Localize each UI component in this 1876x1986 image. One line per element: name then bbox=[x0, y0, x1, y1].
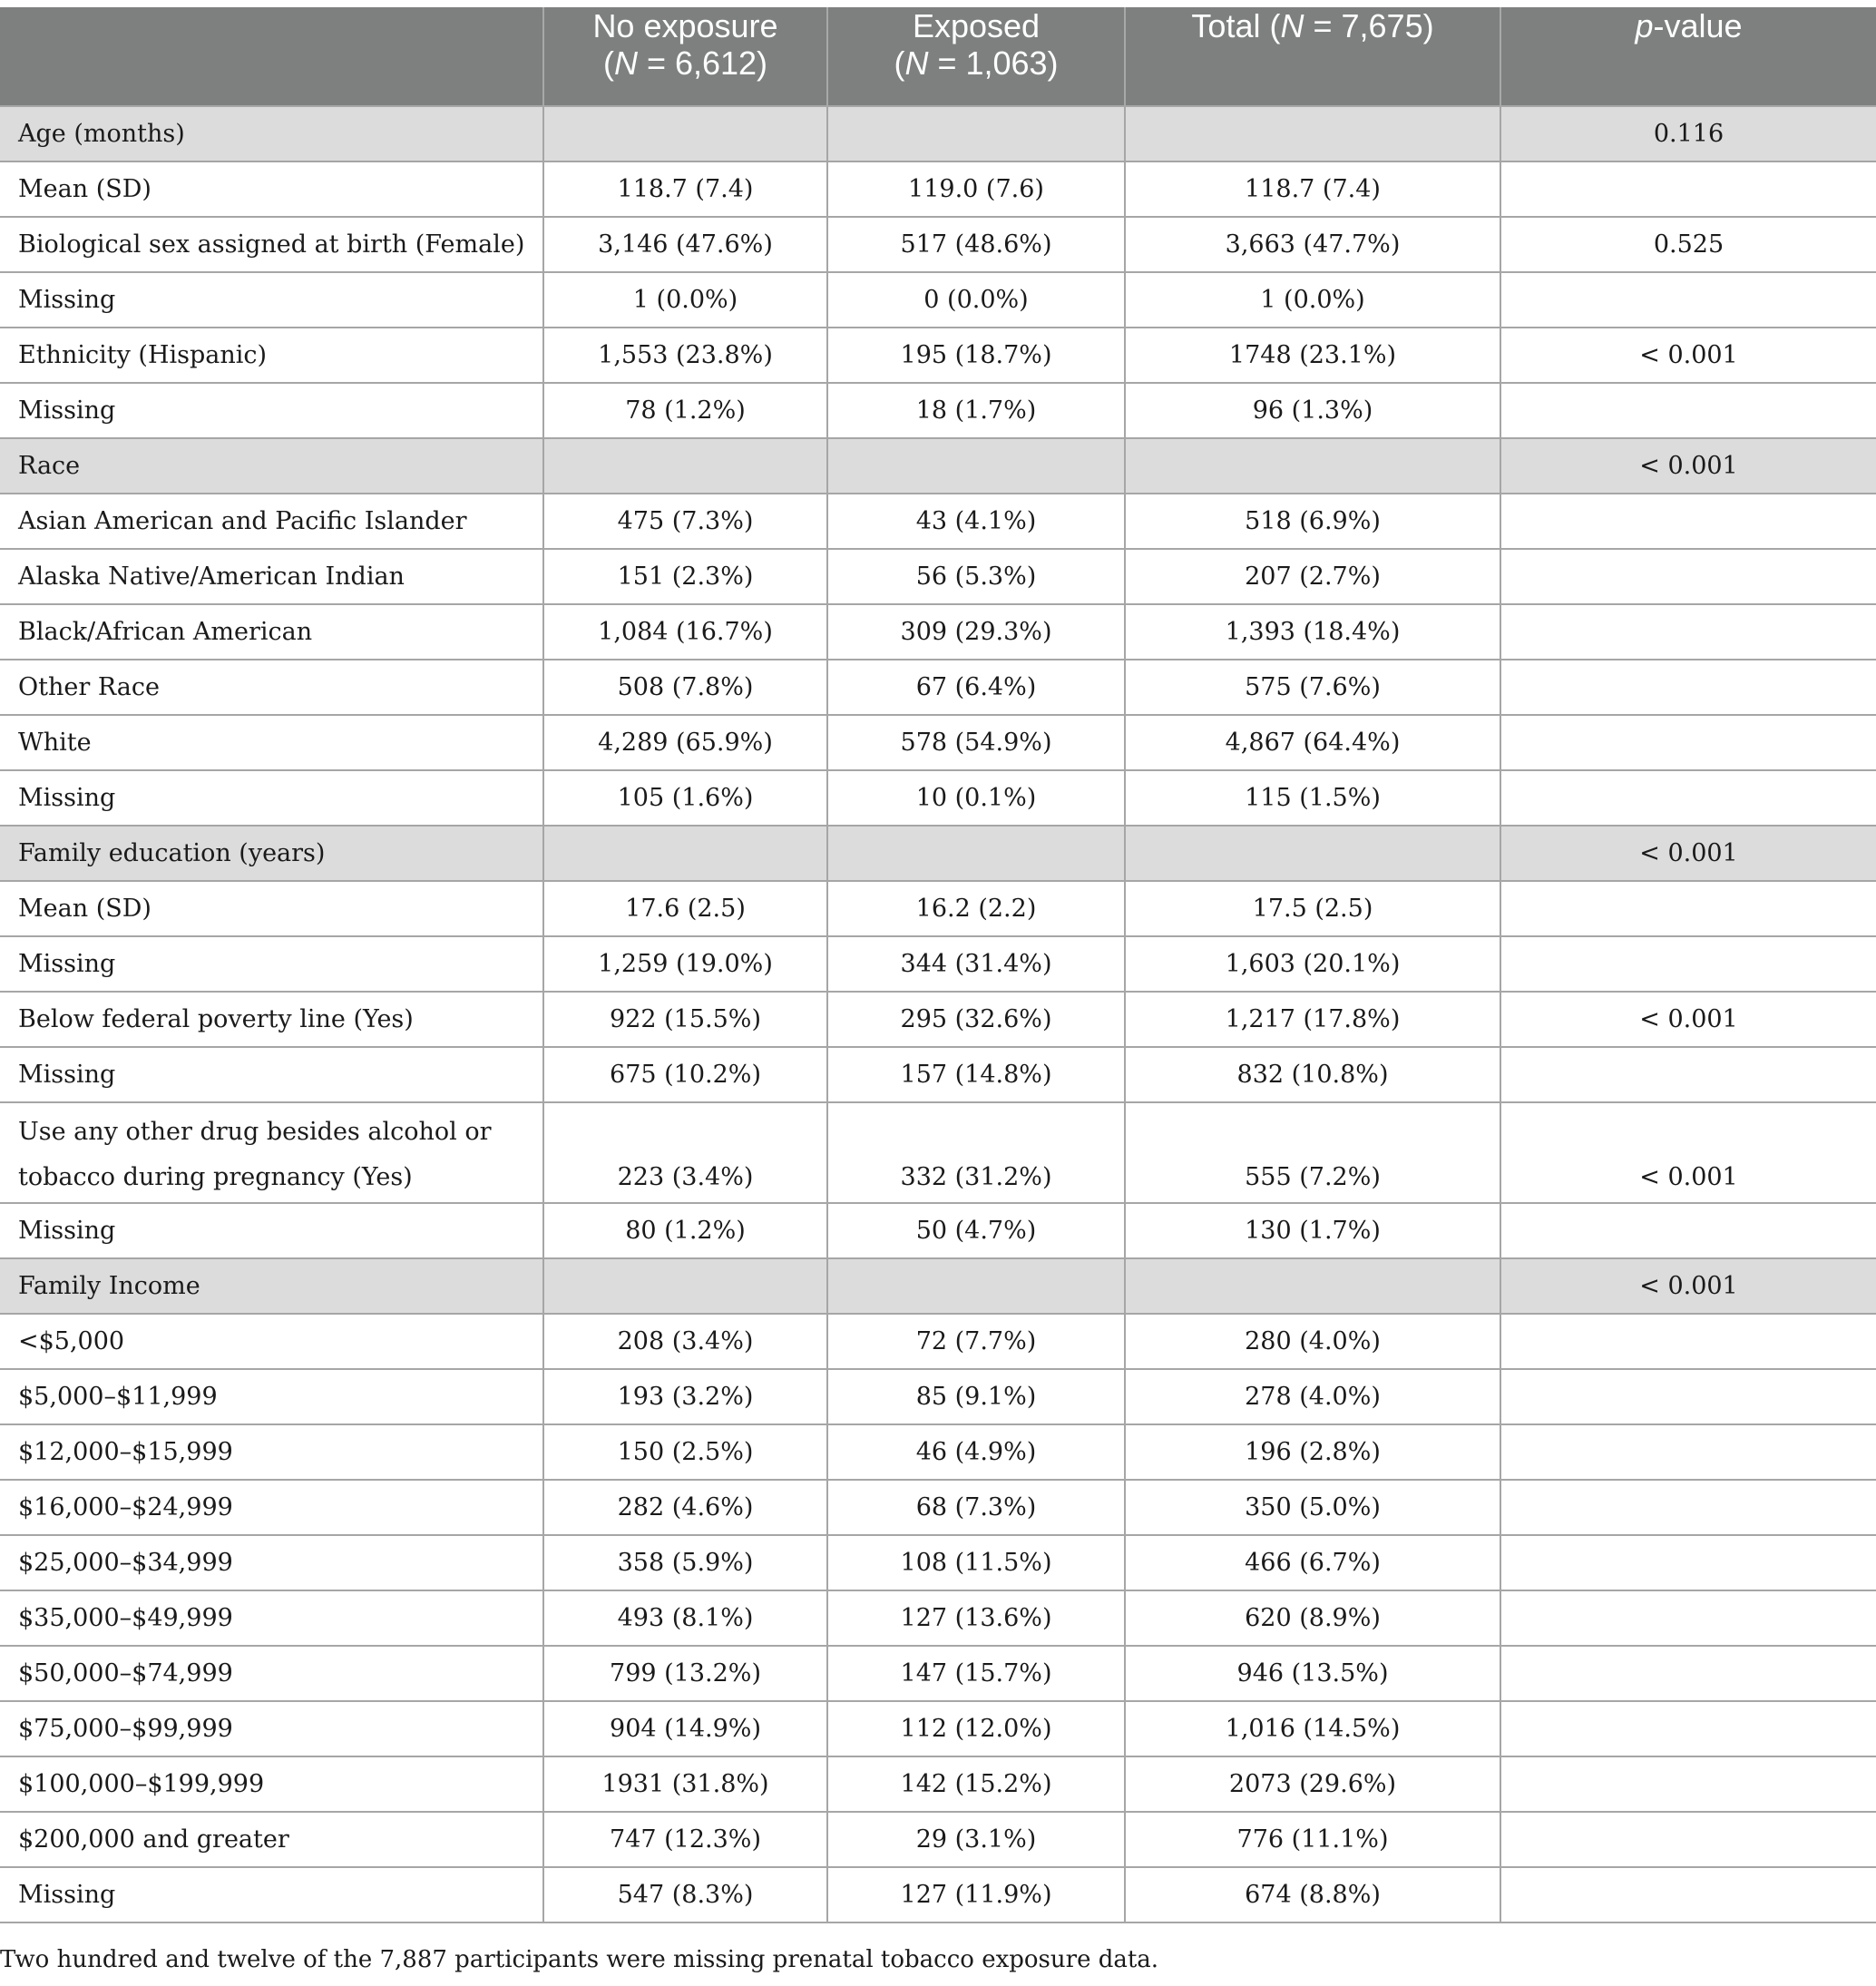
p-value-cell bbox=[1500, 1867, 1876, 1922]
p-value-cell bbox=[1500, 660, 1876, 715]
total-cell: 1748 (23.1%) bbox=[1125, 328, 1500, 383]
p-value-cell bbox=[1500, 1590, 1876, 1646]
section-row bbox=[0, 1258, 1876, 1314]
table-row bbox=[0, 1102, 1876, 1203]
table-row bbox=[0, 1424, 1876, 1480]
total-cell: 278 (4.0%) bbox=[1125, 1369, 1500, 1424]
no-exposure-cell: 78 (1.2%) bbox=[543, 383, 827, 438]
p-value-cell bbox=[1500, 715, 1876, 770]
total-cell bbox=[1125, 826, 1500, 881]
row-label-cell: Mean (SD) bbox=[0, 881, 543, 936]
total-cell: 118.7 (7.4) bbox=[1125, 161, 1500, 217]
p-value-cell bbox=[1500, 1424, 1876, 1480]
no-exposure-cell: 151 (2.3%) bbox=[543, 549, 827, 604]
exposed-cell: 85 (9.1%) bbox=[827, 1369, 1125, 1424]
table-row bbox=[0, 770, 1876, 826]
total-cell: 832 (10.8%) bbox=[1125, 1047, 1500, 1102]
row-label-cell: Missing bbox=[0, 936, 543, 992]
table-row bbox=[0, 272, 1876, 328]
total-cell: 2073 (29.6%) bbox=[1125, 1756, 1500, 1812]
p-value-cell: < 0.001 bbox=[1500, 328, 1876, 383]
header-p-value: p-value bbox=[1500, 7, 1876, 106]
total-cell: 280 (4.0%) bbox=[1125, 1314, 1500, 1369]
row-label-cell: $25,000–$34,999 bbox=[0, 1535, 543, 1590]
demographics-table bbox=[0, 7, 1876, 1923]
row-label-cell: Missing bbox=[0, 383, 543, 438]
table-row bbox=[0, 1369, 1876, 1424]
section-row bbox=[0, 106, 1876, 161]
exposed-cell: 142 (15.2%) bbox=[827, 1756, 1125, 1812]
header-exposed-title: Exposed bbox=[912, 7, 1041, 44]
table-row bbox=[0, 1756, 1876, 1812]
row-label-cell: Family Income bbox=[0, 1258, 543, 1314]
section-row bbox=[0, 826, 1876, 881]
no-exposure-cell: 282 (4.6%) bbox=[543, 1480, 827, 1535]
table-body bbox=[0, 106, 1876, 1922]
row-label-cell: $200,000 and greater bbox=[0, 1812, 543, 1867]
total-cell: 207 (2.7%) bbox=[1125, 549, 1500, 604]
p-value-cell bbox=[1500, 1047, 1876, 1102]
total-cell: 96 (1.3%) bbox=[1125, 383, 1500, 438]
table-row bbox=[0, 992, 1876, 1047]
no-exposure-cell bbox=[543, 826, 827, 881]
no-exposure-cell: 1931 (31.8%) bbox=[543, 1756, 827, 1812]
row-label-cell: Other Race bbox=[0, 660, 543, 715]
row-label-cell: Black/African American bbox=[0, 604, 543, 660]
header-total: Total (N = 7,675) bbox=[1125, 7, 1500, 106]
row-label-cell: <$5,000 bbox=[0, 1314, 543, 1369]
no-exposure-cell: 493 (8.1%) bbox=[543, 1590, 827, 1646]
total-cell bbox=[1125, 438, 1500, 494]
total-cell: 555 (7.2%) bbox=[1125, 1102, 1500, 1203]
no-exposure-cell: 747 (12.3%) bbox=[543, 1812, 827, 1867]
p-value-cell bbox=[1500, 1646, 1876, 1701]
row-label-cell: Ethnicity (Hispanic) bbox=[0, 328, 543, 383]
p-value-cell bbox=[1500, 549, 1876, 604]
exposed-cell: 112 (12.0%) bbox=[827, 1701, 1125, 1756]
total-cell: 350 (5.0%) bbox=[1125, 1480, 1500, 1535]
total-cell: 1,603 (20.1%) bbox=[1125, 936, 1500, 992]
total-cell: 1,016 (14.5%) bbox=[1125, 1701, 1500, 1756]
table-row bbox=[0, 383, 1876, 438]
no-exposure-cell: 1 (0.0%) bbox=[543, 272, 827, 328]
total-cell: 776 (11.1%) bbox=[1125, 1812, 1500, 1867]
p-value-cell bbox=[1500, 161, 1876, 217]
row-label-cell: Missing bbox=[0, 770, 543, 826]
p-value-cell bbox=[1500, 604, 1876, 660]
row-label-cell: Family education (years) bbox=[0, 826, 543, 881]
exposed-cell: 127 (11.9%) bbox=[827, 1867, 1125, 1922]
p-value-cell bbox=[1500, 936, 1876, 992]
total-cell: 674 (8.8%) bbox=[1125, 1867, 1500, 1922]
row-label-cell: $100,000–$199,999 bbox=[0, 1756, 543, 1812]
total-cell: 17.5 (2.5) bbox=[1125, 881, 1500, 936]
total-cell: 466 (6.7%) bbox=[1125, 1535, 1500, 1590]
row-label-cell: Missing bbox=[0, 1047, 543, 1102]
no-exposure-cell: 118.7 (7.4) bbox=[543, 161, 827, 217]
total-cell: 620 (8.9%) bbox=[1125, 1590, 1500, 1646]
exposed-cell: 18 (1.7%) bbox=[827, 383, 1125, 438]
row-label-cell: Age (months) bbox=[0, 106, 543, 161]
table-row bbox=[0, 217, 1876, 272]
p-value-cell bbox=[1500, 1756, 1876, 1812]
exposed-cell bbox=[827, 438, 1125, 494]
table-row bbox=[0, 494, 1876, 549]
table-row bbox=[0, 1314, 1876, 1369]
p-value-cell bbox=[1500, 1812, 1876, 1867]
exposed-cell: 68 (7.3%) bbox=[827, 1480, 1125, 1535]
row-label-cell: $75,000–$99,999 bbox=[0, 1701, 543, 1756]
exposed-cell: 309 (29.3%) bbox=[827, 604, 1125, 660]
p-value-cell bbox=[1500, 1535, 1876, 1590]
exposed-cell: 127 (13.6%) bbox=[827, 1590, 1125, 1646]
exposed-cell bbox=[827, 1258, 1125, 1314]
table-row bbox=[0, 604, 1876, 660]
total-cell: 946 (13.5%) bbox=[1125, 1646, 1500, 1701]
table-row bbox=[0, 161, 1876, 217]
p-value-cell bbox=[1500, 1369, 1876, 1424]
table-row bbox=[0, 881, 1876, 936]
header-no-exposure-n: (N = 6,612) bbox=[602, 44, 768, 82]
total-cell: 115 (1.5%) bbox=[1125, 770, 1500, 826]
table-row bbox=[0, 936, 1876, 992]
p-value-cell: < 0.001 bbox=[1500, 1102, 1876, 1203]
exposed-cell: 157 (14.8%) bbox=[827, 1047, 1125, 1102]
exposed-cell: 0 (0.0%) bbox=[827, 272, 1125, 328]
header-row bbox=[0, 7, 1876, 106]
row-label-cell: White bbox=[0, 715, 543, 770]
p-value-cell bbox=[1500, 770, 1876, 826]
total-cell: 1,217 (17.8%) bbox=[1125, 992, 1500, 1047]
table-row bbox=[0, 715, 1876, 770]
table-row bbox=[0, 1047, 1876, 1102]
header-exposed bbox=[827, 7, 1125, 106]
exposed-cell: 517 (48.6%) bbox=[827, 217, 1125, 272]
header-no-exposure-title: No exposure bbox=[592, 7, 778, 44]
no-exposure-cell: 223 (3.4%) bbox=[543, 1102, 827, 1203]
exposed-cell: 56 (5.3%) bbox=[827, 549, 1125, 604]
table-row bbox=[0, 1535, 1876, 1590]
p-value-cell: 0.525 bbox=[1500, 217, 1876, 272]
row-label-cell: Missing bbox=[0, 1867, 543, 1922]
exposed-cell bbox=[827, 106, 1125, 161]
section-row bbox=[0, 438, 1876, 494]
table-row bbox=[0, 1480, 1876, 1535]
p-value-cell bbox=[1500, 383, 1876, 438]
exposed-cell: 50 (4.7%) bbox=[827, 1203, 1125, 1258]
total-cell: 130 (1.7%) bbox=[1125, 1203, 1500, 1258]
total-cell bbox=[1125, 106, 1500, 161]
total-cell: 196 (2.8%) bbox=[1125, 1424, 1500, 1480]
row-label-cell: $35,000–$49,999 bbox=[0, 1590, 543, 1646]
row-label-cell: Alaska Native/American Indian bbox=[0, 549, 543, 604]
exposed-cell: 332 (31.2%) bbox=[827, 1102, 1125, 1203]
p-value-cell bbox=[1500, 1203, 1876, 1258]
exposed-cell: 578 (54.9%) bbox=[827, 715, 1125, 770]
p-value-cell: < 0.001 bbox=[1500, 438, 1876, 494]
no-exposure-cell: 904 (14.9%) bbox=[543, 1701, 827, 1756]
row-label-cell: $16,000–$24,999 bbox=[0, 1480, 543, 1535]
no-exposure-cell: 475 (7.3%) bbox=[543, 494, 827, 549]
row-label-cell: Biological sex assigned at birth (Female) bbox=[0, 217, 543, 272]
no-exposure-cell: 1,553 (23.8%) bbox=[543, 328, 827, 383]
p-value-cell bbox=[1500, 272, 1876, 328]
exposed-cell: 46 (4.9%) bbox=[827, 1424, 1125, 1480]
exposed-cell: 16.2 (2.2) bbox=[827, 881, 1125, 936]
no-exposure-cell: 358 (5.9%) bbox=[543, 1535, 827, 1590]
exposed-cell bbox=[827, 826, 1125, 881]
table-row bbox=[0, 1867, 1876, 1922]
header-no-exposure bbox=[543, 7, 827, 106]
row-label-cell: Missing bbox=[0, 1203, 543, 1258]
exposed-cell: 147 (15.7%) bbox=[827, 1646, 1125, 1701]
p-value-cell bbox=[1500, 1480, 1876, 1535]
row-label-cell: Below federal poverty line (Yes) bbox=[0, 992, 543, 1047]
p-value-cell bbox=[1500, 494, 1876, 549]
header-variable bbox=[0, 7, 543, 106]
table-footnote: Two hundred and twelve of the 7,887 participants were missing prenatal tobacco exposure data. bbox=[0, 1946, 1159, 1973]
no-exposure-cell: 547 (8.3%) bbox=[543, 1867, 827, 1922]
p-value-cell bbox=[1500, 881, 1876, 936]
exposed-cell: 72 (7.7%) bbox=[827, 1314, 1125, 1369]
no-exposure-cell: 799 (13.2%) bbox=[543, 1646, 827, 1701]
row-label-cell: $12,000–$15,999 bbox=[0, 1424, 543, 1480]
row-label-cell: Race bbox=[0, 438, 543, 494]
p-value-cell: < 0.001 bbox=[1500, 1258, 1876, 1314]
exposed-cell: 10 (0.1%) bbox=[827, 770, 1125, 826]
no-exposure-cell bbox=[543, 1258, 827, 1314]
total-cell: 1,393 (18.4%) bbox=[1125, 604, 1500, 660]
row-label-cell: Asian American and Pacific Islander bbox=[0, 494, 543, 549]
no-exposure-cell: 150 (2.5%) bbox=[543, 1424, 827, 1480]
table-row bbox=[0, 1646, 1876, 1701]
no-exposure-cell: 193 (3.2%) bbox=[543, 1369, 827, 1424]
no-exposure-cell bbox=[543, 438, 827, 494]
exposed-cell: 67 (6.4%) bbox=[827, 660, 1125, 715]
exposed-cell: 119.0 (7.6) bbox=[827, 161, 1125, 217]
total-cell bbox=[1125, 1258, 1500, 1314]
exposed-cell: 295 (32.6%) bbox=[827, 992, 1125, 1047]
no-exposure-cell: 1,259 (19.0%) bbox=[543, 936, 827, 992]
table-row bbox=[0, 1590, 1876, 1646]
row-label-cell: Missing bbox=[0, 272, 543, 328]
no-exposure-cell: 922 (15.5%) bbox=[543, 992, 827, 1047]
p-value-cell bbox=[1500, 1314, 1876, 1369]
table-row bbox=[0, 1701, 1876, 1756]
table-row bbox=[0, 328, 1876, 383]
no-exposure-cell bbox=[543, 106, 827, 161]
row-label-cell: $5,000–$11,999 bbox=[0, 1369, 543, 1424]
table-row bbox=[0, 1203, 1876, 1258]
total-cell: 1 (0.0%) bbox=[1125, 272, 1500, 328]
no-exposure-cell: 4,289 (65.9%) bbox=[543, 715, 827, 770]
exposed-cell: 344 (31.4%) bbox=[827, 936, 1125, 992]
no-exposure-cell: 675 (10.2%) bbox=[543, 1047, 827, 1102]
no-exposure-cell: 17.6 (2.5) bbox=[543, 881, 827, 936]
exposed-cell: 108 (11.5%) bbox=[827, 1535, 1125, 1590]
exposed-cell: 195 (18.7%) bbox=[827, 328, 1125, 383]
table-row bbox=[0, 660, 1876, 715]
no-exposure-cell: 208 (3.4%) bbox=[543, 1314, 827, 1369]
no-exposure-cell: 1,084 (16.7%) bbox=[543, 604, 827, 660]
row-label-cell: Use any other drug besides alcohol or tobacco during pregnancy (Yes) bbox=[0, 1102, 543, 1203]
row-label-cell: $50,000–$74,999 bbox=[0, 1646, 543, 1701]
total-cell: 518 (6.9%) bbox=[1125, 494, 1500, 549]
exposed-cell: 29 (3.1%) bbox=[827, 1812, 1125, 1867]
p-value-cell: 0.116 bbox=[1500, 106, 1876, 161]
p-value-cell bbox=[1500, 1701, 1876, 1756]
total-cell: 4,867 (64.4%) bbox=[1125, 715, 1500, 770]
table-row bbox=[0, 549, 1876, 604]
no-exposure-cell: 80 (1.2%) bbox=[543, 1203, 827, 1258]
no-exposure-cell: 508 (7.8%) bbox=[543, 660, 827, 715]
p-value-cell: < 0.001 bbox=[1500, 826, 1876, 881]
no-exposure-cell: 105 (1.6%) bbox=[543, 770, 827, 826]
no-exposure-cell: 3,146 (47.6%) bbox=[543, 217, 827, 272]
table-row bbox=[0, 1812, 1876, 1867]
total-cell: 575 (7.6%) bbox=[1125, 660, 1500, 715]
total-cell: 3,663 (47.7%) bbox=[1125, 217, 1500, 272]
exposed-cell: 43 (4.1%) bbox=[827, 494, 1125, 549]
header-exposed-n: (N = 1,063) bbox=[894, 44, 1059, 82]
p-value-cell: < 0.001 bbox=[1500, 992, 1876, 1047]
row-label-cell: Mean (SD) bbox=[0, 161, 543, 217]
